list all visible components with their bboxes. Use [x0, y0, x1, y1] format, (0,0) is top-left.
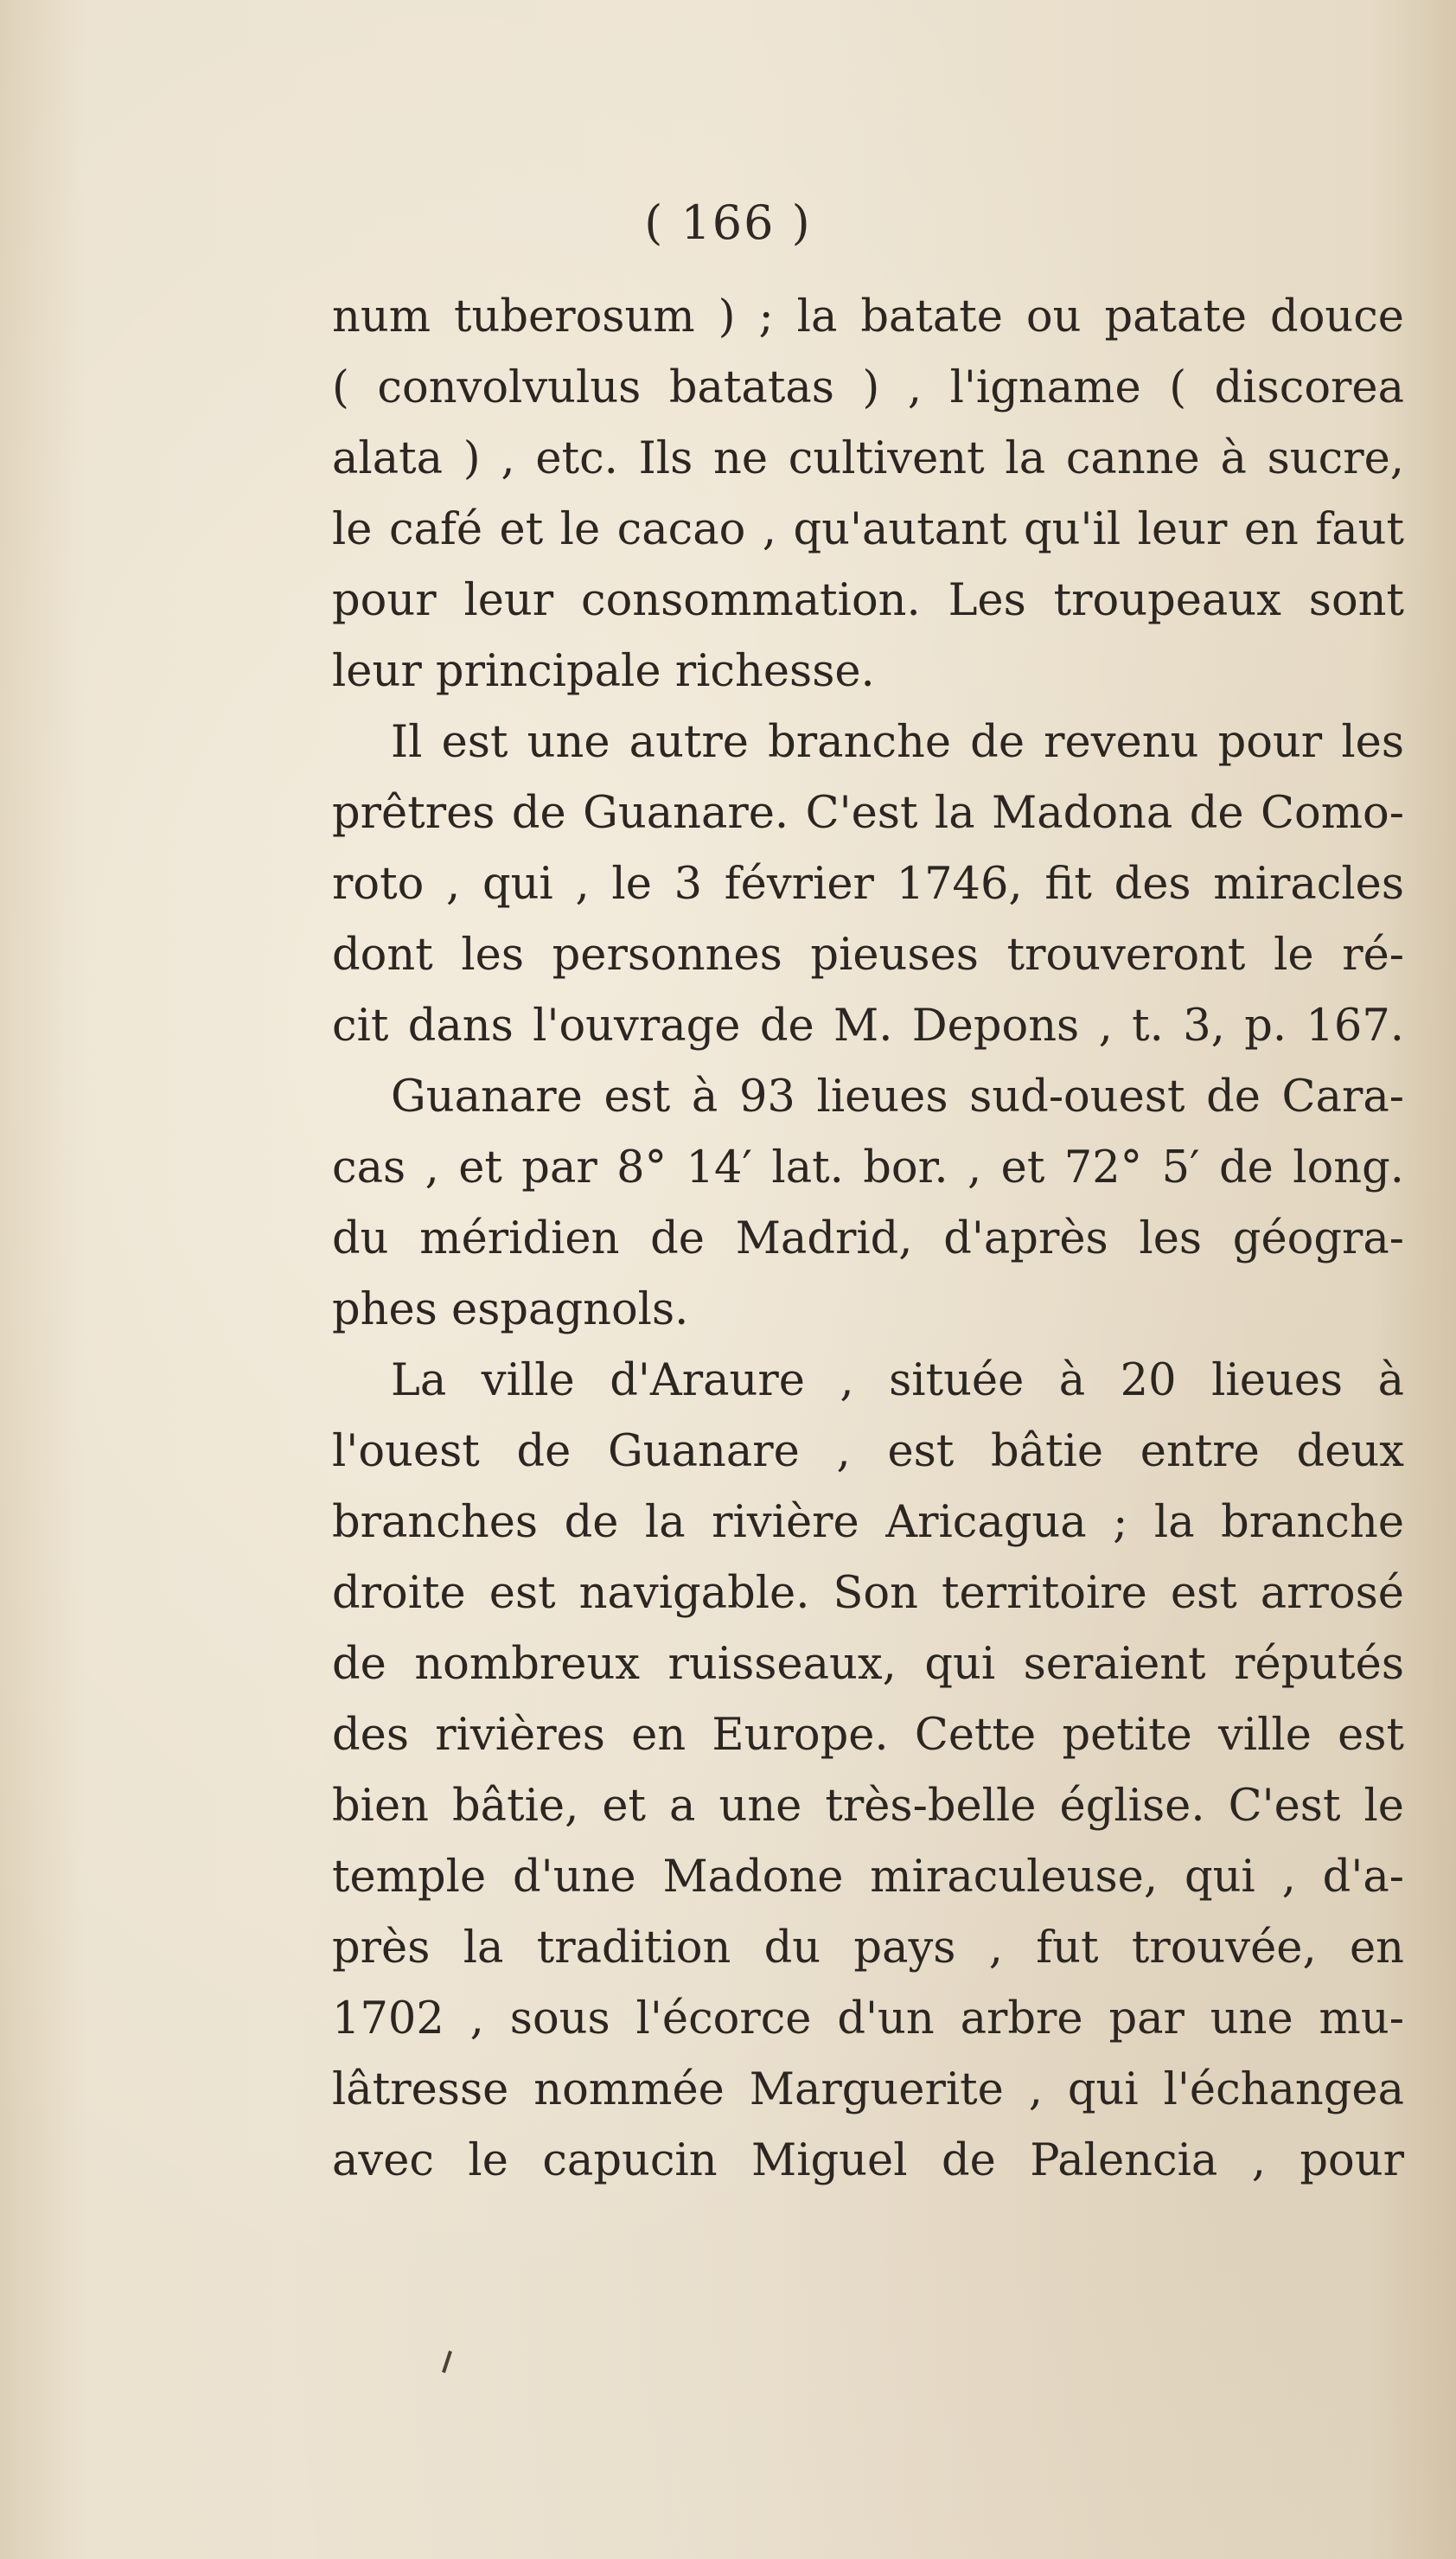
text-line: droite est navigable. Son territoire est arrosé [332, 1568, 1404, 1619]
text-line: temple d'une Madone miraculeuse, qui , d'a- [332, 1852, 1404, 1903]
text-line: prêtres de Guanare. C'est la Madona de Como- [332, 788, 1404, 839]
text-line: num tuberosum ) ; la batate ou patate douce [332, 291, 1404, 342]
text-line: La ville d'Araure , située à 20 lieues à [391, 1355, 1404, 1406]
page-number: ( 166 ) [644, 195, 812, 250]
text-line: du méridien de Madrid, d'après les géogra- [332, 1213, 1404, 1264]
text-line: près la tradition du pays , fut trouvée, en [332, 1922, 1404, 1974]
text-line: l'ouest de Guanare , est bâtie entre deux [332, 1426, 1404, 1477]
text-line: Guanare est à 93 lieues sud-ouest de Cara- [391, 1072, 1404, 1123]
text-line: Il est une autre branche de revenu pour les [391, 717, 1404, 768]
text-line: leur principale richesse. [332, 646, 875, 697]
text-line: phes espagnols. [332, 1284, 689, 1335]
text-line: 1702 , sous l'écorce d'un arbre par une mu- [332, 1993, 1404, 2044]
text-line: lâtresse nommée Marguerite , qui l'échangea [332, 2064, 1404, 2115]
text-line: branches de la rivière Aricagua ; la branche [332, 1497, 1404, 1548]
body-text [332, 282, 1404, 2197]
text-line: de nombreux ruisseaux, qui seraient réputés [332, 1639, 1404, 1690]
ink-mark [442, 2351, 452, 2373]
text-line: bien bâtie, et a une très-belle église. C'est le [332, 1781, 1404, 1832]
text-line: pour leur consommation. Les troupeaux sont [332, 575, 1404, 626]
text-line: ( convolvulus batatas ) , l'igname ( discorea [332, 362, 1404, 413]
text-line: dont les personnes pieuses trouveront le ré- [332, 930, 1404, 981]
text-line: le café et le cacao , qu'autant qu'il leur en faut [332, 504, 1404, 555]
text-line: des rivières en Europe. Cette petite ville est [332, 1710, 1404, 1761]
text-line: cit dans l'ouvrage de M. Depons , t. 3, p. 167. [332, 1001, 1404, 1052]
text-line: avec le capucin Miguel de Palencia , pour [332, 2135, 1404, 2186]
text-line: cas , et par 8° 14′ lat. bor. , et 72° 5′ de long. [332, 1142, 1404, 1193]
text-line: alata ) , etc. Ils ne cultivent la canne à sucre, [332, 433, 1404, 484]
text-line: roto , qui , le 3 février 1746, fit des miracles [332, 859, 1404, 910]
